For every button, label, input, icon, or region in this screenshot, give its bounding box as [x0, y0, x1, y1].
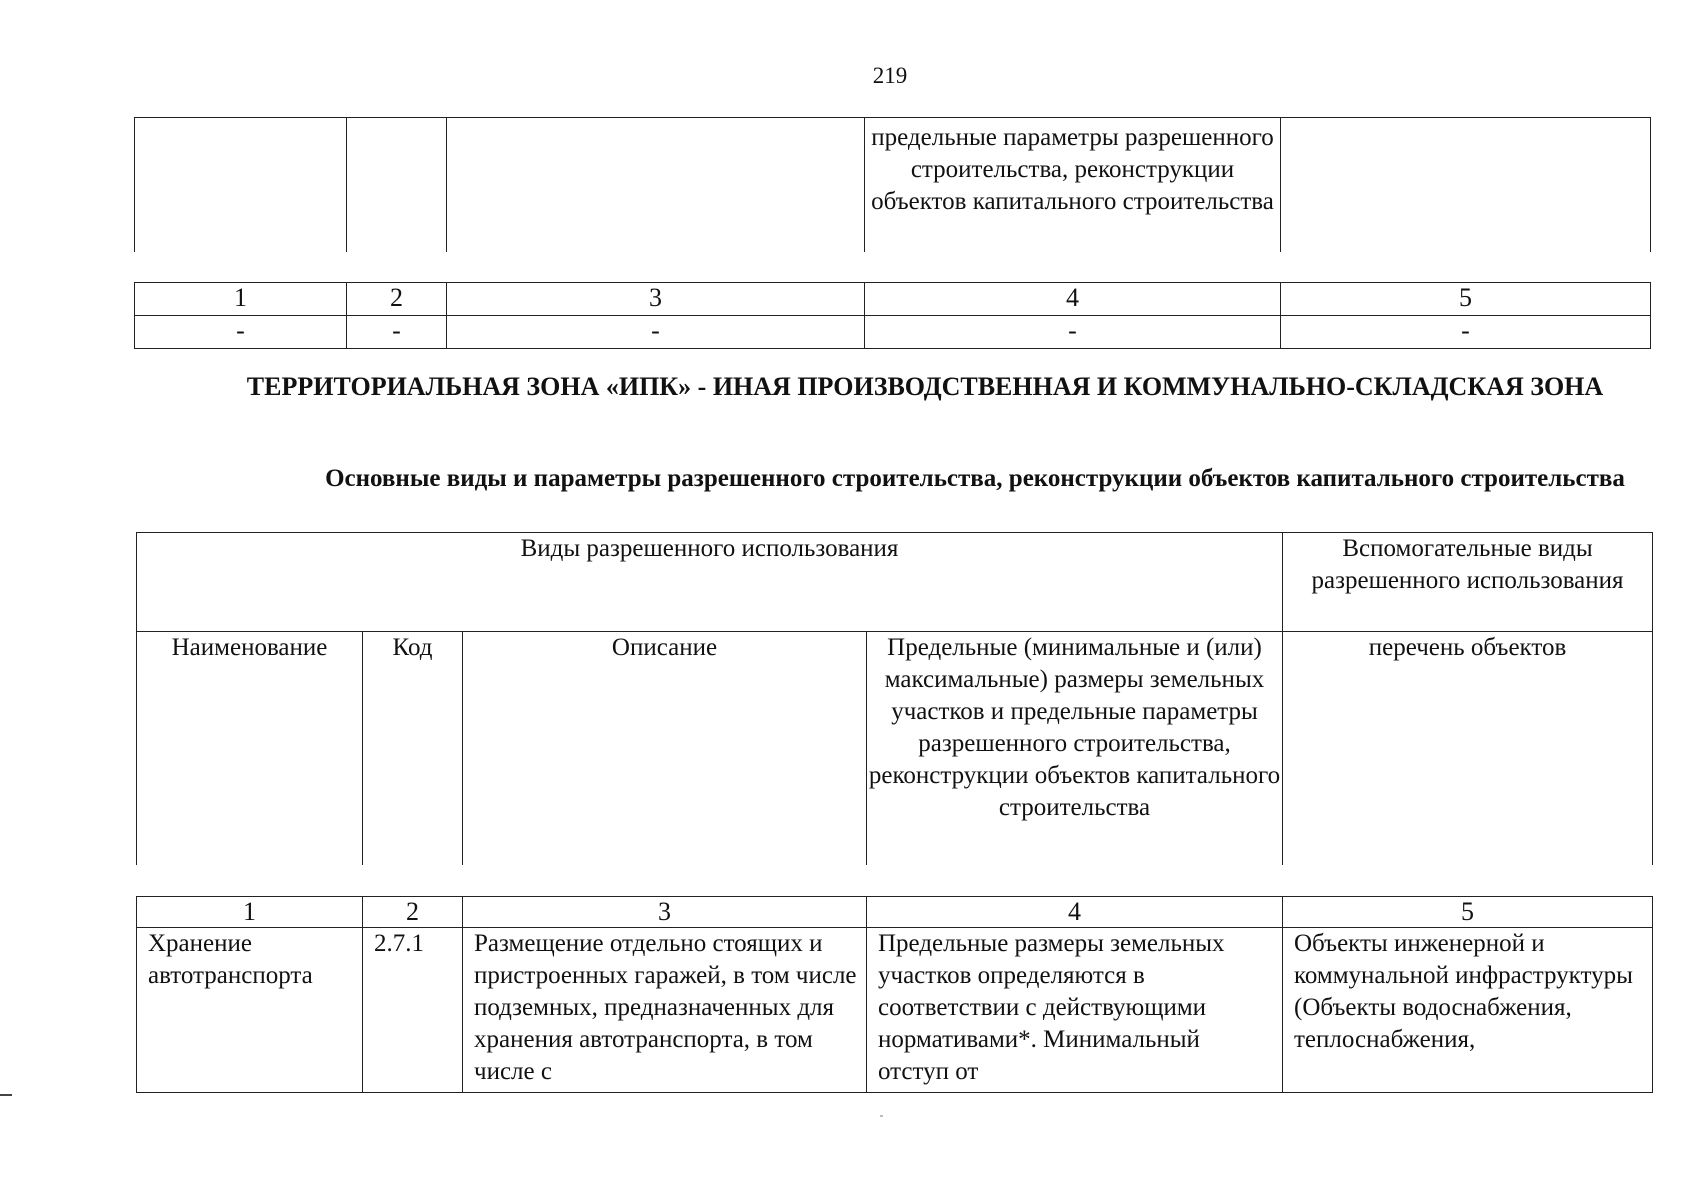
table-row	[135, 118, 1651, 253]
column-number: 2	[363, 897, 463, 928]
table-cell	[347, 118, 447, 253]
column-header-name: Наименование	[137, 632, 363, 866]
header-table	[136, 532, 1653, 865]
table-cell	[135, 118, 347, 253]
table-cell	[447, 118, 865, 253]
row-code: 2.7.1	[363, 928, 463, 1093]
group-header-main: Виды разрешенного использования	[137, 533, 1283, 632]
column-header-code: Код	[363, 632, 463, 866]
column-number: 4	[865, 283, 1281, 316]
column-header-objects: перечень объектов	[1283, 632, 1653, 866]
column-number: 2	[347, 283, 447, 316]
zone-title: ТЕРРИТОРИАЛЬНАЯ ЗОНА «ИПК» - ИНАЯ ПРОИЗВОДСТВЕННАЯ И КОММУНАЛЬНО-СКЛАДСКАЯ ЗОНА	[246, 372, 1604, 401]
column-number: 1	[135, 283, 347, 316]
column-number: 5	[1281, 283, 1651, 316]
page-number: 219	[872, 63, 908, 88]
table-row	[135, 283, 1651, 316]
column-number: 3	[447, 283, 865, 316]
data-table	[136, 896, 1653, 1093]
table-row	[137, 533, 1653, 632]
column-number: 5	[1283, 897, 1653, 928]
row-limits: Предельные размеры земельных участков определяются в соответствии с действующими нормативами*. Минимальный отступ от	[867, 928, 1283, 1093]
empty-dash: -	[865, 316, 1281, 349]
row-objects: Объекты инженерной и коммунальной инфраструктуры (Объекты водоснабжения, теплоснабжения,	[1283, 928, 1653, 1093]
empty-dash: -	[1281, 316, 1651, 349]
column-number: 1	[137, 897, 363, 928]
empty-dash: -	[135, 316, 347, 349]
section-title: Основные виды и параметры разрешенного строительства, реконструкции объектов капитального строительства	[325, 465, 1625, 492]
column-header-description: Описание	[463, 632, 867, 866]
table-row	[137, 928, 1653, 1093]
table-cell	[1281, 118, 1651, 253]
column-number: 3	[463, 897, 867, 928]
limits-cell: предельные параметры разрешенного строительства, реконструкции объектов капитального строительства	[865, 118, 1281, 253]
table-row	[135, 316, 1651, 349]
column-header-limits: Предельные (минимальные и (или) максимальные) размеры земельных участков и предельные параметры разрешенного строительства, реконструкции объектов капитального строительства	[867, 632, 1283, 866]
table-row	[137, 632, 1653, 866]
group-header-aux: Вспомогательные виды разрешенного использования	[1283, 533, 1653, 632]
empty-dash: -	[347, 316, 447, 349]
continuation-table	[134, 117, 1651, 252]
column-number: 4	[867, 897, 1283, 928]
empty-dash: -	[447, 316, 865, 349]
row-name: Хранение автотранспорта	[137, 928, 363, 1093]
column-number-table	[134, 282, 1651, 349]
margin-mark	[0, 1094, 12, 1096]
table-row	[137, 897, 1653, 928]
scan-speck	[880, 1115, 883, 1117]
row-description: Размещение отдельно стоящих и пристроенных гаражей, в том числе подземных, предназначенных для хранения автотранспорта, в том числе с	[463, 928, 867, 1093]
